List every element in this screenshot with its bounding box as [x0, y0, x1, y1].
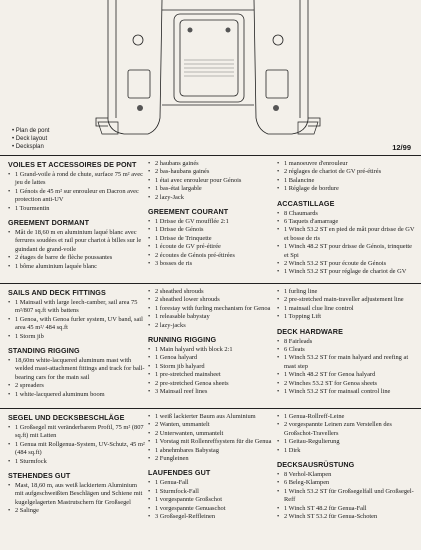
spec-item: • 3 Großsegel-Reffleinen [148, 513, 273, 521]
section-heading: DECK HARDWARE [277, 326, 343, 336]
spec-list [148, 413, 273, 463]
section-heading: LAUFENDES GUT [148, 468, 211, 478]
spec-item: • 2 écoutes de Génois pré-étirées [148, 252, 273, 260]
spec-list [8, 482, 145, 516]
legend-item: • Plan de pont [12, 128, 50, 134]
spec-item: • 1 Winch 48.2 ST for Genoa halyard [277, 371, 415, 379]
spec-item: • 1 forestay with furling mechanism for Genoa [148, 305, 273, 313]
section-heading: SAILS AND DECK FITTINGS [8, 288, 106, 297]
spec-item: • 1 Storm jib halyard [148, 363, 273, 371]
spec-item: • 1 Winch ST 48.2 für Genua-Fall [277, 505, 415, 513]
spec-item: • 2 Salinge [8, 507, 145, 515]
spec-list [277, 413, 415, 455]
spec-list [8, 229, 145, 271]
spec-item: • 1 Storm jib [8, 333, 145, 341]
spec-item: • 2 sheathed lower shrouds [148, 296, 273, 304]
spec-item: • 1 white-lacquered aluminum boom [8, 391, 145, 399]
spec-item: • 1 Topping Lift [277, 313, 415, 321]
spec-item: • 1 abnehmbares Babystag [148, 447, 273, 455]
spec-item: • 1 vorgespannte Großschot [148, 496, 273, 504]
spec-item: • 1 Balancine [277, 177, 415, 185]
spec-item: • 1 écoute de GV pré-étirée [148, 243, 273, 251]
column-2 [148, 160, 273, 273]
spec-item: • 1 manoeuvre d'enrouleur [277, 160, 415, 168]
spec-list [148, 346, 273, 396]
legend-text: Decksplan [15, 144, 44, 151]
spec-item: • 1 Genua-Rollreff-Leine [277, 413, 415, 421]
spec-item: • Mât de 18,60 m en aluminium laqué blanc avec ferrures soudées et rail pour chariot à billes sur le guindant de grand-voile [8, 229, 145, 254]
spec-item: • 2 lazy-jacks [148, 322, 273, 330]
column-2 [148, 288, 273, 401]
section-heading: STEHENDES GUT [8, 471, 71, 481]
spec-item: • 1 Winch 53.2 ST for main halyard and reefing at mast step [277, 354, 415, 371]
spec-item: • 2 Fungleinen [148, 455, 273, 463]
spec-item: • 1 bas-étai largable [148, 185, 273, 193]
spec-item: • 1 Großsegel mit veränderbarem Profil, 75 m² (807 sq.ft) mit Latten [8, 424, 145, 441]
spec-item: • 1 Geitau-Regulierung [277, 438, 415, 446]
spec-item: • 6 Taquets d'amarrage [277, 218, 415, 226]
spec-item: • 2 Winches 53.2 ST for Genoa sheets [277, 380, 415, 388]
legend-text: Deck layout [15, 136, 48, 143]
column-1 [8, 413, 145, 521]
column-1 [8, 160, 145, 276]
spec-list [148, 288, 273, 330]
spec-item: • 1 Genoa, with Genoa furler system, UV band, sail area 45 m²/ 484 sq.ft [8, 316, 145, 333]
divider [0, 283, 421, 284]
column-3 [277, 288, 415, 401]
spec-item: • 2 Winch ST 53.2 für Genua-Schoten [277, 513, 415, 521]
spec-list [277, 210, 415, 277]
spec-item: • 2 Unterwanten, ummantelt [148, 430, 273, 438]
spec-item: • 1 pre-stretched mainsheet [148, 371, 273, 379]
section-german [0, 413, 421, 550]
spec-item: • 1 Winch 53.2 ST en pied de mât pour drisse de GV et bosse de ris [277, 226, 415, 243]
spec-item: • 1 vorgespannte Genuaschot [148, 505, 273, 513]
spec-item: • 2 pre-stretched Genoa sheets [148, 380, 273, 388]
spec-item: • 1 Drisse de GV moufflée 2:1 [148, 218, 273, 226]
spec-item: • 2 lazy-Jack [148, 194, 273, 202]
spec-item: • 1 Mainsail with large leech-camber, sail area 75 m²/807 sq.ft with battens [8, 299, 145, 316]
spec-item: • Mast, 18,60 m, aus weiß lackiertem Aluminium mit aufgeschweißten Beschlägen und Schiene mit kugelgelagerten Mastrutschern für Großsegel [8, 482, 145, 507]
spec-item: • 18,60m white-lacquered aluminum mast with welded mast-attachment fittings and track for ball-bearing cars for the main sail [8, 357, 145, 382]
section-heading: GREEMENT COURANT [148, 207, 229, 217]
spec-item: • 1 Winch 53.2 ST for mainsail control line [277, 388, 415, 396]
spec-item: • 1 mainsail clue line control [277, 305, 415, 313]
spec-item: • 1 Main halyard with block 2:1 [148, 346, 273, 354]
spec-item: • 1 Drisse de Génois [148, 226, 273, 234]
section-heading: VOILES ET ACCESSOIRES DE PONT [8, 160, 137, 169]
spec-list [8, 424, 145, 466]
spec-item: • 1 étai avec enrouleur pour Génois [148, 177, 273, 185]
spec-item: • 1 Sturmfock-Fall [148, 488, 273, 496]
spec-item: • 1 Genua-Fall [148, 479, 273, 487]
spec-item: • 1 Tourmentin [8, 205, 145, 213]
legend-item: • Deck layout [12, 136, 48, 143]
spec-list [277, 471, 415, 521]
spec-item: • 1 furling line [277, 288, 415, 296]
spec-item: • 8 Fairleads [277, 338, 415, 346]
legend-item: • Decksplan [12, 144, 44, 151]
spec-item: • 1 Drisse de Trinquette [148, 235, 273, 243]
spec-item: • 2 bas-haubans gainés [148, 168, 273, 176]
spec-item: • 6 Cleats [277, 346, 415, 354]
spec-item: • 1 weiß lackierter Baum aus Aluminium [148, 413, 273, 421]
section-heading: STANDING RIGGING [8, 346, 80, 356]
section-heading: GREEMENT DORMANT [8, 218, 90, 228]
spec-item: • 2 vorgespannte Leinen zum Verstellen des Großschot-Travellers [277, 421, 415, 438]
section-heading: RUNNING RIGGING [148, 335, 217, 345]
page-number: 12/99 [392, 143, 411, 152]
spec-item: • 2 étages de barre de flèche poussantes [8, 254, 145, 262]
column-3 [277, 160, 415, 282]
deck-plan-drawing [88, 0, 328, 138]
spec-item: • 1 Réglage de bordure [277, 185, 415, 193]
section-heading: SEGEL UND DECKSBESCHLÄGE [8, 413, 125, 422]
spec-item: • 1 bôme aluminium laquée blanc [8, 263, 145, 271]
divider [0, 408, 421, 409]
section-french [0, 160, 421, 280]
spec-item: • 2 pre-stretched main-traveller adjustement line [277, 296, 415, 304]
spec-item: • 1 Dirk [277, 447, 415, 455]
spec-item: • 1 Genua mit Rollgenua-System, UV-Schutz, 45 m² (484 sq.ft) [8, 441, 145, 458]
spec-item: • 2 Winch 53.2 ST pour écoute de Génois [277, 260, 415, 268]
spec-item: • 1 releasable babystay [148, 313, 273, 321]
spec-item: • 3 Mainsail reef lines [148, 388, 273, 396]
spec-item: • 1 Winch 53.2 ST pour réglage de chariot de GV [277, 268, 415, 276]
column-2 [148, 413, 273, 526]
spec-item: • 2 réglages de chariot de GV pré-étirés [277, 168, 415, 176]
spec-item: • 2 sheathed shrouds [148, 288, 273, 296]
spec-list [148, 218, 273, 268]
column-3 [277, 413, 415, 526]
spec-list [8, 357, 145, 399]
spec-item: • 1 Grand-voile à rond de chute, surface 75 m² avec jeu de lattes [8, 171, 145, 188]
spec-item: • 8 Verhol-Klampen [277, 471, 415, 479]
spec-item: • 1 Winch 53.2 ST für Großsegelfall und Großsegel-Reff [277, 488, 415, 505]
spec-list [148, 160, 273, 202]
spec-item: • 6 Beleg-Klampen [277, 479, 415, 487]
section-heading: DECKSAUSRÜSTUNG [277, 460, 355, 470]
legend-text: Plan de pont [15, 128, 50, 134]
drawing-legend [12, 127, 49, 152]
spec-list [277, 288, 415, 322]
spec-list [148, 479, 273, 521]
spec-list [8, 299, 145, 341]
spec-item: • 2 spreaders [8, 382, 145, 390]
spec-item: • 1 Sturmfock [8, 458, 145, 466]
spec-list [277, 160, 415, 194]
section-heading: ACCASTILLAGE [277, 198, 335, 208]
spec-item: • 3 bosses de ris [148, 260, 273, 268]
spec-item: • 1 Winch 48.2 ST pour drisse de Génois, trinquette et Spi [277, 243, 415, 260]
spec-item: • 1 Vorstag mit Rollenreffsystem für die Genua [148, 438, 273, 446]
spec-item: • 2 haubans gainés [148, 160, 273, 168]
spec-item: • 1 Génois de 45 m² sur enrouleur en Dacron avec protection anti-UV [8, 188, 145, 205]
spec-list [8, 171, 145, 213]
section-english [0, 288, 421, 406]
column-1 [8, 288, 145, 404]
spec-item: • 1 Genoa halyard [148, 354, 273, 362]
spec-item: • 2 Wanten, ummantelt [148, 421, 273, 429]
divider [0, 155, 421, 156]
spec-list [277, 338, 415, 397]
spec-item: • 8 Chaumards [277, 210, 415, 218]
